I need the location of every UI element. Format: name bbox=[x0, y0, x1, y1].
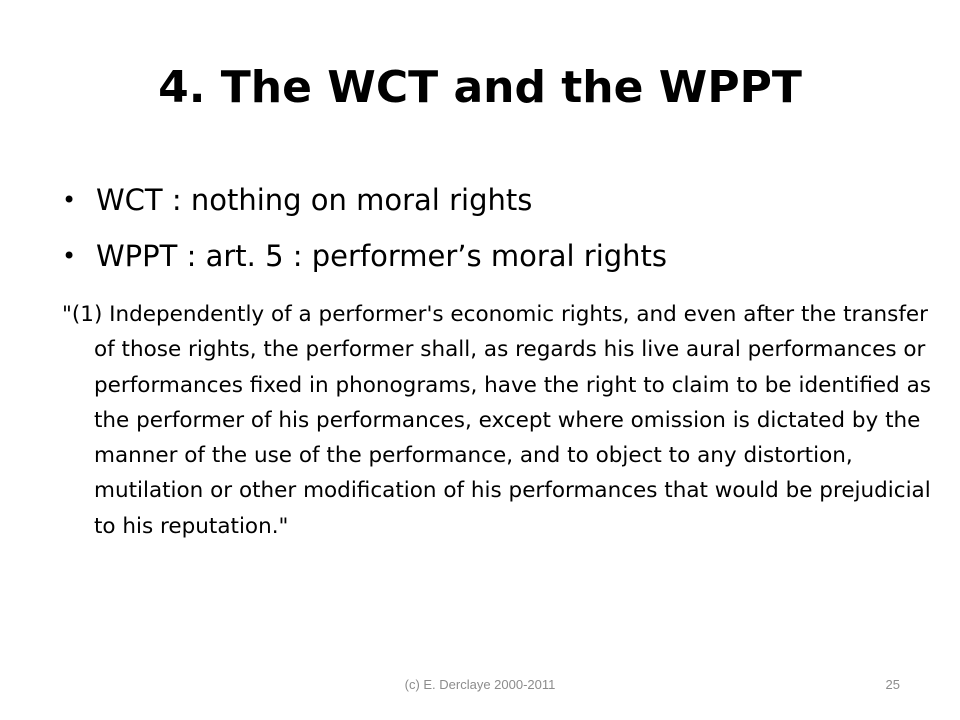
slide-title: 4. The WCT and the WPPT bbox=[158, 62, 802, 113]
bullet-item-wppt bbox=[62, 228, 912, 284]
bullet-item-wct bbox=[62, 172, 912, 228]
footer-copyright: (c) E. Derclaye 2000-2011 bbox=[404, 677, 556, 692]
bullet-marker: • bbox=[62, 186, 77, 214]
slide-page-number: 25 bbox=[885, 677, 900, 692]
bullet-list bbox=[62, 172, 912, 284]
bullet-text: WCT : nothing on moral rights bbox=[96, 183, 533, 217]
wppt-article-quote: "(1) Independently of a performer's economic rights, and even after the transfer of those rights, the performer shall, as regards his live aural performances or performances fixed in phonograms, have the right to claim to be identified as the performer of his performances, except where omission is dictated by the manner of the use of the performance, and to object to any distortion, mutilation or other modification of his performances that would be prejudicial to his reputation." bbox=[62, 302, 931, 539]
bullet-marker: • bbox=[62, 242, 77, 270]
bullet-text: WPPT : art. 5 : performer’s moral rights bbox=[96, 239, 668, 273]
